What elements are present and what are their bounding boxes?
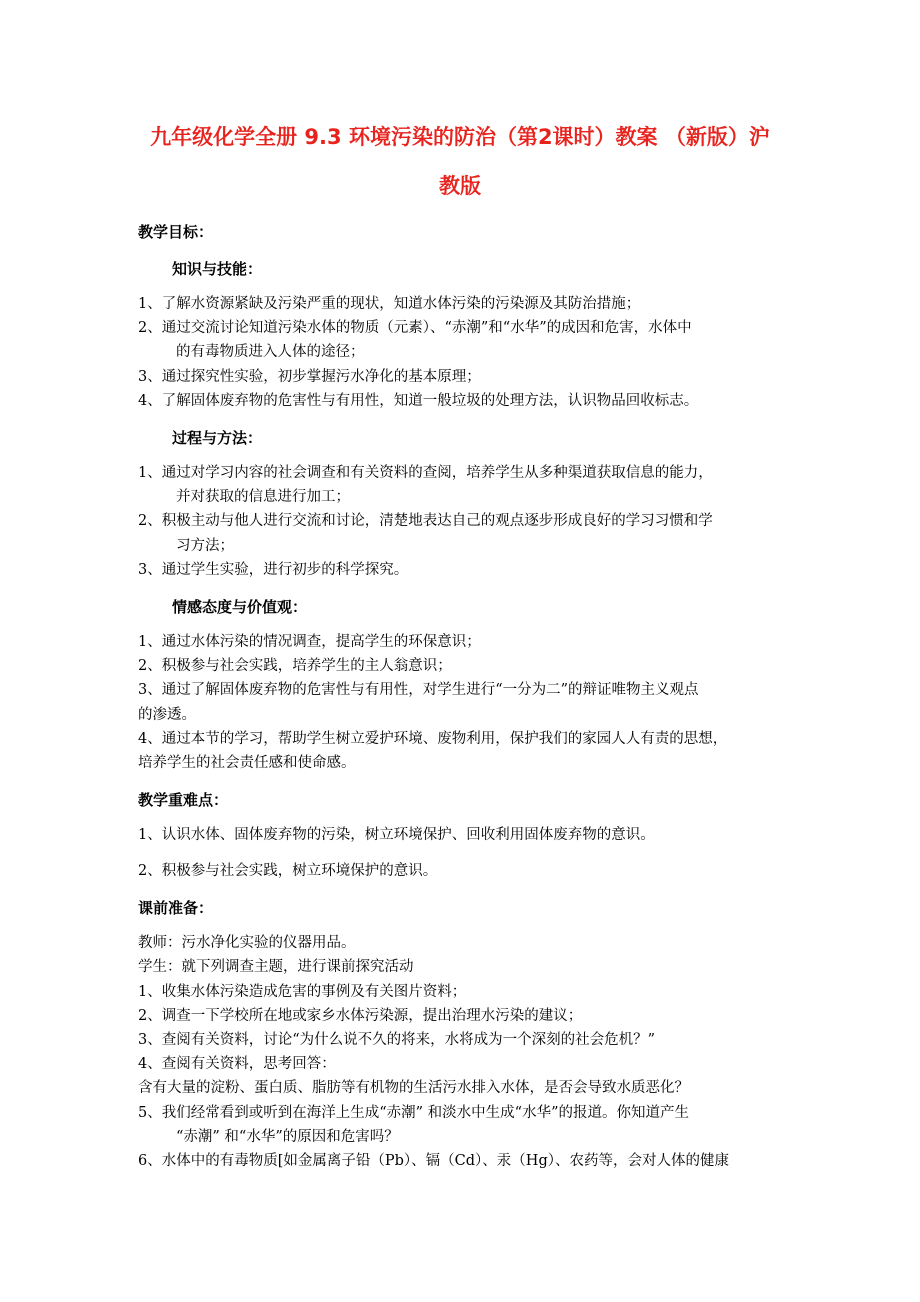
- objectives-heading: 教学目标：: [138, 223, 214, 241]
- prep-item: 6、水体中的有毒物质[如金属离子铅（Pb）、镉（Cd）、汞（Hg）、农药等，会对人体的健康: [138, 1153, 729, 1169]
- attitude-item: 的渗透。: [138, 707, 196, 723]
- prep-item: 含有大量的淀粉、蛋白质、脂肪等有机物的生活污水排入水体，是否会导致水质恶化？: [138, 1080, 689, 1096]
- document-title-line-1: 九年级化学全册 9.3 环境污染的防治（第2课时）教案 （新版）沪: [150, 125, 770, 149]
- process-item: 3、通过学生实验，进行初步的科学探究。: [138, 562, 409, 578]
- prep-item: 1、收集水体污染造成危害的事例及有关图片资料；: [138, 984, 467, 1000]
- prep-item: 5、我们经常看到或听到在海洋上生成“赤潮” 和淡水中生成“水华”的报道。你知道产生: [138, 1105, 689, 1121]
- knowledge-item: 的有毒物质进入人体的途径；: [176, 344, 365, 360]
- keypoint-item: 2、积极参与社会实践，树立环境保护的意识。: [138, 863, 438, 879]
- prep-item: 2、调查一下学校所在地或家乡水体污染源，提出治理水污染的建议；: [138, 1008, 583, 1024]
- prep-item: 教师：污水净化实验的仪器用品。: [138, 935, 356, 951]
- attitude-heading: 情感态度与价值观：: [172, 598, 308, 616]
- process-item: 2、积极主动与他人进行交流和讨论，清楚地表达自己的观点逐步形成良好的学习习惯和学: [138, 513, 713, 529]
- prep-heading: 课前准备：: [138, 899, 214, 917]
- attitude-item: 培养学生的社会责任感和使命感。: [138, 755, 356, 771]
- prep-item: 4、查阅有关资料，思考回答：: [138, 1056, 336, 1072]
- attitude-item: 1、通过水体污染的情况调查，提高学生的环保意识；: [138, 634, 481, 650]
- keypoint-item: 1、认识水体、固体废弃物的污染，树立环境保护、回收利用固体废弃物的意识。: [138, 827, 655, 843]
- prep-item: 3、查阅有关资料，讨论“为什么说不久的将来，水将成为一个深刻的社会危机？”: [138, 1032, 656, 1048]
- process-heading: 过程与方法：: [172, 429, 263, 447]
- knowledge-item: 3、通过探究性实验，初步掌握污水净化的基本原理；: [138, 369, 481, 385]
- knowledge-item: 2、通过交流讨论知道污染水体的物质（元素）、“赤潮”和“水华”的成因和危害，水体中: [138, 320, 692, 336]
- attitude-item: 3、通过了解固体废弃物的危害性与有用性，对学生进行“一分为二”的辩证唯物主义观点: [138, 682, 699, 698]
- process-item: 习方法；: [176, 538, 234, 554]
- prep-item: 学生：就下列调查主题，进行课前探究活动: [138, 959, 414, 975]
- keypoints-heading: 教学重难点：: [138, 791, 229, 809]
- knowledge-item: 1、了解水资源紧缺及污染严重的现状，知道水体污染的污染源及其防治措施；: [138, 296, 641, 312]
- process-item: 并对获取的信息进行加工；: [176, 489, 350, 505]
- attitude-item: 4、通过本节的学习，帮助学生树立爱护环境、废物利用，保护我们的家园人人有责的思想，: [138, 731, 728, 747]
- knowledge-item: 4、了解固体废弃物的危害性与有用性，知道一般垃圾的处理方法，认识物品回收标志。: [138, 393, 699, 409]
- document-title-line-2: 教版: [439, 174, 481, 198]
- attitude-item: 2、积极参与社会实践，培养学生的主人翁意识；: [138, 658, 452, 674]
- knowledge-heading: 知识与技能：: [172, 260, 263, 278]
- prep-item: “赤潮” 和“水华”的原因和危害吗？: [176, 1129, 399, 1145]
- process-item: 1、通过对学习内容的社会调查和有关资料的查阅，培养学生从多种渠道获取信息的能力，: [138, 465, 713, 481]
